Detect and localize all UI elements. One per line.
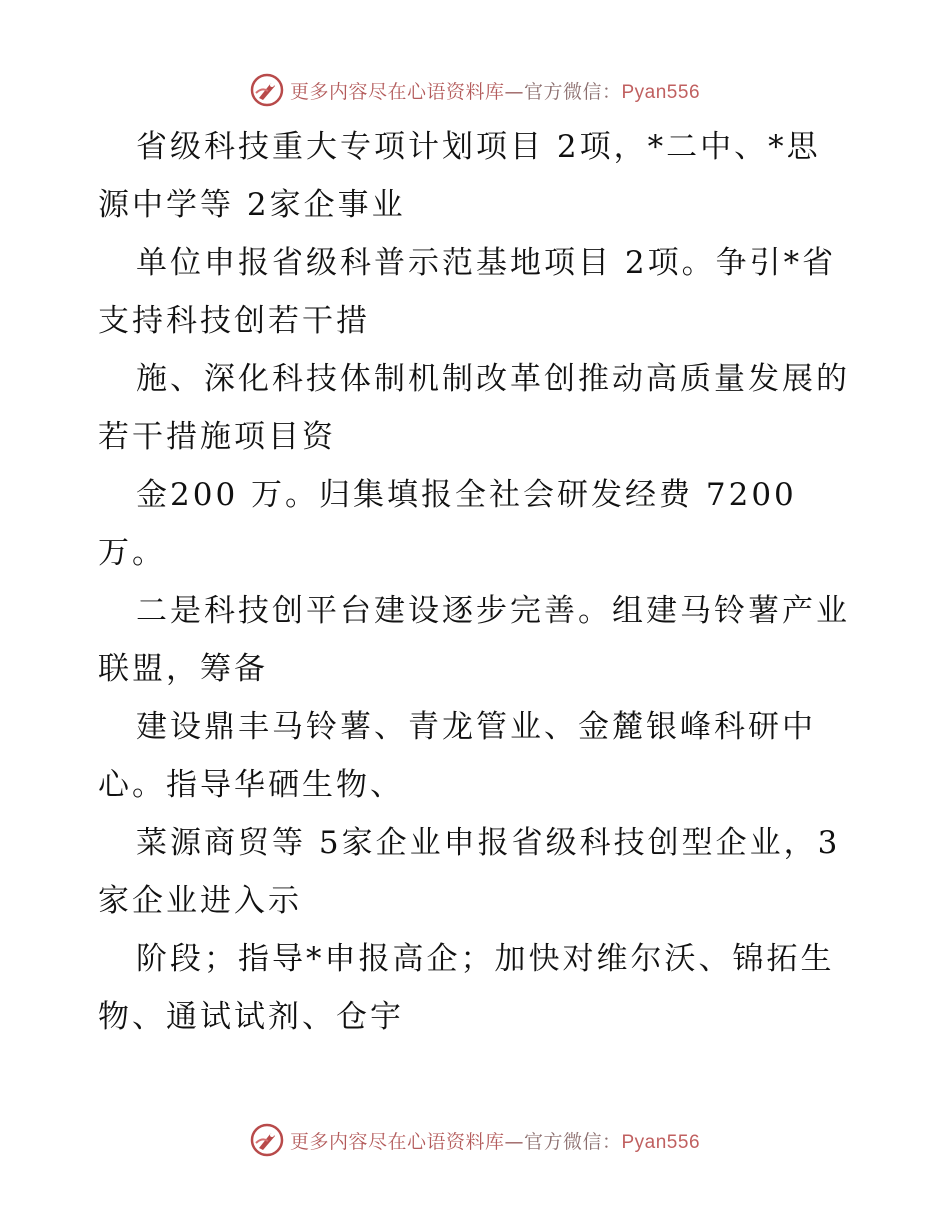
text-line: 二是科技创平台建设逐步完善。组建马铃薯产业 [136,593,850,629]
watermark-wechat-id: Pyan556 [621,81,701,103]
watermark-brand: 更多内容尽在心语资料库 [289,80,505,103]
text-line: 家企业进入示 [98,883,302,919]
text-line: 阶段；指导*申报高企；加快对维尔沃、锦拓生 [136,941,835,977]
watermark-wechat-label: 官方微信： [523,1130,622,1153]
text-line: 单位申报省级科普示范基地项目 2项。争引*省 [136,245,837,281]
text-line: 万。 [98,535,166,571]
text-line: 金200 万。归集填报全社会研发经费 7200 [136,477,797,513]
watermark-wechat-id: Pyan556 [621,1131,701,1153]
footer-watermark [0,1120,950,1160]
pen-nib-logo-icon [250,73,284,107]
text-line: 菜源商贸等 5家企业申报省级科技创型企业，3 [136,825,841,861]
pen-nib-logo-icon [250,1123,284,1157]
header-watermark [0,70,950,110]
watermark-separator: — [504,80,524,103]
body-text [98,118,858,1046]
text-line: 联盟，筹备 [98,651,268,687]
text-line: 若干措施项目资 [98,419,336,455]
watermark-wechat-label: 官方微信： [523,80,622,103]
text-line: 建设鼎丰马铃薯、青龙管业、金麓银峰科研中 [136,709,816,745]
watermark-separator: — [504,1130,524,1153]
text-line: 省级科技重大专项计划项目 2项，*二中、*思 [136,129,821,165]
text-line: 支持科技创若干措 [98,303,370,339]
text-line: 物、通试试剂、仓宇 [98,999,404,1035]
text-line: 心。指导华硒生物、 [98,767,404,803]
watermark-brand: 更多内容尽在心语资料库 [289,1130,505,1153]
text-line: 施、深化科技体制机制改革创推动高质量发展的 [136,361,850,397]
text-line: 源中学等 2家企事业 [98,187,406,223]
